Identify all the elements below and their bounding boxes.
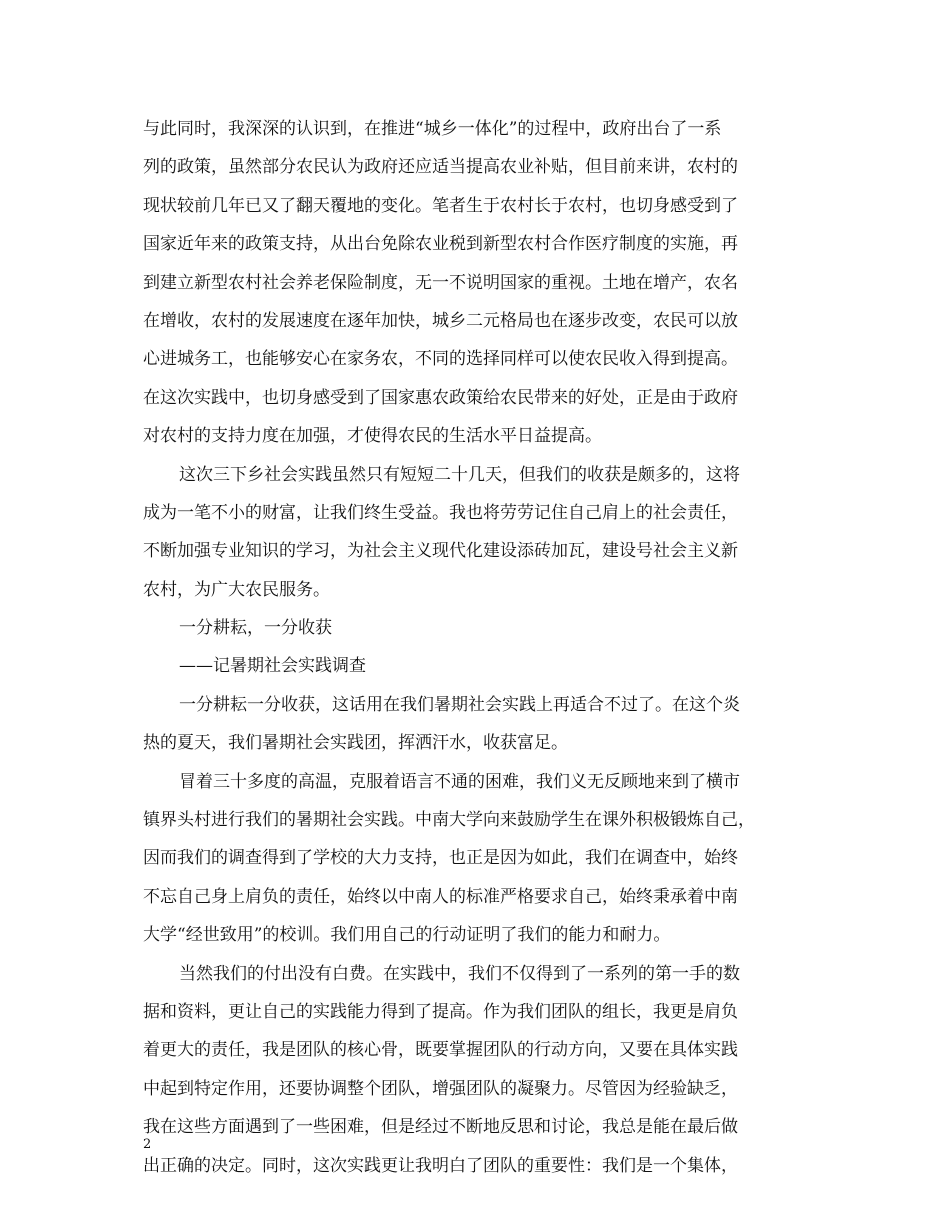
text-line: 热的夏天，我们暑期社会实践团，挥洒汗水，收获富足。	[143, 733, 568, 754]
text-line: 心进城务工，也能够安心在家务农，不同的选择同样可以使农民收入得到提高。	[143, 349, 738, 370]
text-line: 成为一笔不小的财富，让我们终生受益。我也将劳劳记住自己肩上的社会责任，	[143, 502, 738, 523]
text-line: 列的政策，虽然部分农民认为政府还应适当提高农业补贴，但目前来讲，农村的	[143, 157, 738, 178]
text-line: 当然我们的付出没有白费。在实践中，我们不仅得到了一系列的第一手的数	[179, 963, 740, 984]
text-line: 我在这些方面遇到了一些困难，但是经过不断地反思和讨论，我总是能在最后做	[143, 1117, 738, 1138]
text-line: 农村，为广大农民服务。	[143, 579, 330, 600]
text-line: 着更大的责任，我是团队的核心骨，既要掌握团队的行动方向，又要在具体实践	[143, 1040, 738, 1061]
text-line: 这次三下乡社会实践虽然只有短短二十几天，但我们的收获是颇多的，这将	[179, 464, 740, 485]
text-line: 不断加强专业知识的学习，为社会主义现代化建设添砖加瓦，建设号社会主义新	[143, 541, 738, 562]
text-line: 在增收，农村的发展速度在逐年加快，城乡二元格局也在逐步改变，农民可以放	[143, 310, 738, 331]
text-line: 与此同时，我深深的认识到，在推进“城乡一体化”的过程中，政府出台了一系	[143, 119, 722, 139]
page-number: 2	[143, 1137, 152, 1152]
text-line: 在这次实践中，也切身感受到了国家惠农政策给农民带来的好处，正是由于政府	[143, 387, 738, 408]
text-line: 到建立新型农村社会养老保险制度，无一不说明国家的重视。土地在增产，农名	[143, 272, 738, 293]
text-line: 对农村的支持力度在加强，才使得农民的生活水平日益提高。	[143, 426, 602, 447]
body-text	[143, 110, 813, 1185]
text-line: 一分耕耘一分收获，这话用在我们暑期社会实践上再适合不过了。在这个炎	[179, 694, 740, 715]
text-line: 据和资料，更让自己的实践能力得到了提高。作为我们团队的组长，我更是肩负	[143, 1001, 738, 1022]
text-line: 镇界头村进行我们的暑期社会实践。中南大学向来鼓励学生在课外积极锻炼自己，	[143, 810, 755, 831]
text-line: 因而我们的调查得到了学校的大力支持，也正是因为如此，我们在调查中，始终	[143, 848, 738, 869]
text-line: 中起到特定作用，还要协调整个团队，增强团队的凝聚力。尽管因为经验缺乏，	[143, 1078, 738, 1099]
text-line: 国家近年来的政策支持，从出台免除农业税到新型农村合作医疗制度的实施，再	[143, 234, 738, 255]
text-line: 大学“经世致用”的校训。我们用自己的行动证明了我们的能力和耐力。	[143, 925, 671, 946]
text-line: 现状较前几年已又了翻天覆地的变化。笔者生于农村长于农村，也切身感受到了	[143, 195, 738, 216]
text-line: ——记暑期社会实践调查	[179, 656, 366, 677]
text-line: 一分耕耘，一分收获	[179, 618, 332, 639]
text-line: 不忘自己身上肩负的责任，始终以中南人的标准严格要求自己，始终秉承着中南	[143, 886, 738, 907]
text-line: 出正确的决定。同时，这次实践更让我明白了团队的重要性：我们是一个集体，	[143, 1155, 738, 1176]
text-line: 冒着三十多度的高温，克服着语言不通的困难，我们义无反顾地来到了横市	[179, 771, 740, 792]
